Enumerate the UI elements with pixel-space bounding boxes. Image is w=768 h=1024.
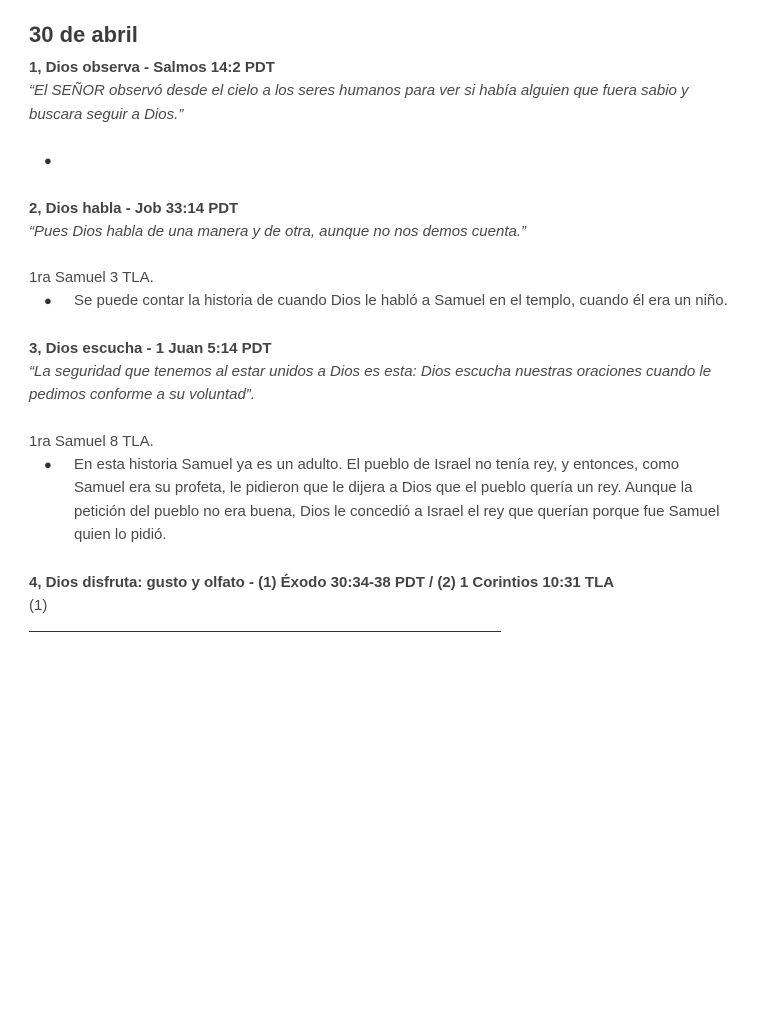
section-1 [29,56,734,173]
section-1-bullet [29,149,734,173]
section-3-bullet [29,453,734,547]
page-title: 30 de abril [29,22,138,47]
section-4-heading: 4, Dios disfruta: gusto y olfato - (1) Éxodo 30:34-38 PDT / (2) 1 Corintios 10:31 TLA [29,573,615,591]
section-1-heading: 1, Dios observa - Salmos 14:2 PDT [29,59,275,76]
section-3-bullet-text: En esta historia Samuel ya es un adulto. El pueblo de Israel no tenía rey, y entonces, como Samuel era su profeta, le pidieron que le dijera a Dios que el pueblo quería un rey. Aunque la petición del pueblo no era buena, Dios le concedió a Israel el rey que querían porque fue Samuel quien lo pidió. [74,455,720,543]
section-2-bullet-text: Se puede contar la historia de cuando Dios le habló a Samuel en el templo, cuando él era un niño. [74,292,728,309]
bullet-icon: ● [44,456,52,472]
bullet-icon: ● [44,293,52,308]
section-2-reference: 1ra Samuel 3 TLA. [29,269,154,286]
section-4-subref: (1) [29,596,48,614]
section-3-reference: 1ra Samuel 8 TLA. [29,432,154,450]
divider-line [29,631,501,632]
section-2-bullet [29,289,734,313]
bullet-icon: ● [44,153,52,168]
section-4 [29,571,734,632]
section-2-heading: 2, Dios habla - Job 33:14 PDT [29,199,239,217]
section-3 [29,337,734,547]
section-2 [29,197,734,313]
section-3-quote: “La seguridad que tenemos al estar unidos a Dios es esta: Dios escucha nuestras oraciones cuando le pedimos conforme a su voluntad”. [29,362,712,403]
section-1-quote: “El SEÑOR observó desde el cielo a los seres humanos para ver si había alguien que fuera sabio y buscara seguir a Dios.” [29,82,689,123]
section-2-quote: “Pues Dios habla de una manera y de otra, aunque no nos demos cuenta.” [29,222,526,240]
section-3-heading: 3, Dios escucha - 1 Juan 5:14 PDT [29,339,272,357]
